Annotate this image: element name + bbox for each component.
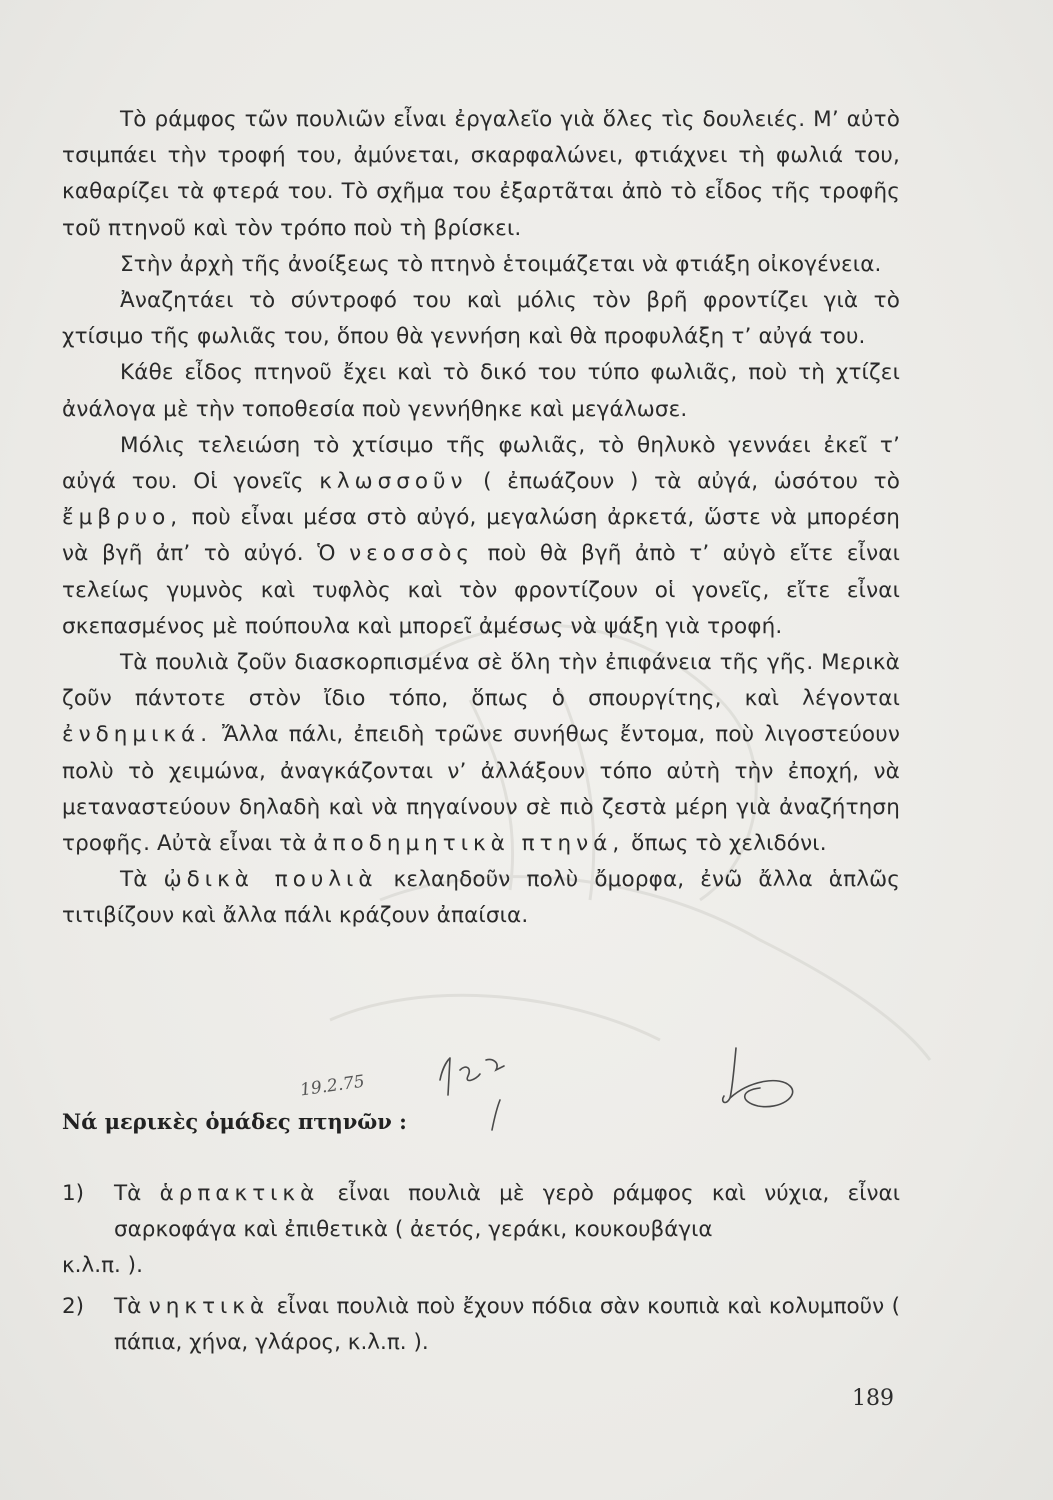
spaced-term-brood: κλωσσοῦν	[319, 469, 468, 495]
paragraph-nest-types: Κάθε εἶδος πτηνοῦ ἔχει καὶ τὸ δικό του τύπο φωλιᾶς, ποὺ τὴ χτίζει ἀνάλογα μὲ τὴν τοποθεσία ποὺ γεννήθηκε καὶ μεγάλωσε.	[62, 360, 900, 422]
body-text	[62, 102, 900, 935]
text-run: ὅπως τὸ χελιδόνι.	[631, 831, 827, 857]
text-run: Τὰ	[120, 867, 148, 893]
paragraph-eggs	[62, 428, 900, 645]
spaced-term-migratory: ἀποδημητικὰ πτηνά,	[313, 831, 625, 857]
list-item-raptors	[62, 1176, 900, 1285]
list-number: 2)	[62, 1293, 85, 1319]
list-number: 1)	[62, 1181, 85, 1206]
text-run: ποὺ εἶναι μέσα στὸ αὐγό, μεγαλώση ἀρκετά, ὥστε νὰ μπορέση νὰ βγῆ ἀπ’ τὸ αὐγό. Ὁ	[62, 505, 901, 567]
text-run: Ἄλλα πάλι, ἐπειδὴ τρῶνε συνήθως ἔντομα, ποὺ λιγοστεύουν πολὺ τὸ χειμώνα, ἀναγκάζονται ν’ ἀλλάξουν τόπο αὐτὴ τὴν ἐποχή, νὰ μεταναστεύουν δηλαδὴ καὶ νὰ πηγαίνουν σὲ πιὸ ζεστὰ μέρη γιὰ ἀναζήτηση τροφῆς. Αὐτὰ εἶναι τὰ	[62, 722, 900, 857]
spaced-term-swimmers: νηκτικὰ	[148, 1293, 270, 1319]
section-heading: Νά μερικὲς ὁμάδες πτηνῶν :	[62, 1109, 407, 1134]
text-run: Τὰ	[114, 1293, 142, 1319]
page-number: 189	[852, 1386, 894, 1411]
text-run: Μόλις τελειώση τὸ χτίσιμο τῆς φωλιᾶς, τὸ θηλυκὸ γεννάει ἐκεῖ τ’ αὐγά του. Οἱ γονεῖς	[62, 432, 900, 495]
text-run: ( ἐπωάζουν ) τὰ αὐγά, ὡσότου τὸ	[483, 469, 901, 495]
paragraph-spring: Στὴν ἀρχὴ τῆς ἀνοίξεως τὸ πτηνὸ ἑτοιμάζεται νὰ φτιάξη οἰκογένεια.	[120, 251, 882, 277]
spaced-term-endemic: ἐνδημικά.	[62, 722, 213, 748]
list-continuation: κ.λ.π. ).	[62, 1253, 143, 1279]
text-run: κελαηδοῦν πολὺ ὄμορφα, ἐνῶ ἄλλα ἁπλῶς τιτιβίζουν καὶ ἄλλα πάλι κράζουν ἀπαίσια.	[62, 867, 901, 929]
text-run: Τὰ πουλιὰ ζοῦν διασκορπισμένα σὲ ὅλη τὴν ἐπιφάνεια τῆς γῆς. Μερικὰ ζοῦν πάντοτε στὸν ἴδιο τόπο, ὅπως ὁ σπουργίτης, καὶ λέγονται	[62, 650, 900, 712]
bird-groups-list	[62, 1176, 900, 1365]
text-run: Τὰ	[114, 1181, 142, 1206]
handwritten-date: 19.2.75	[298, 1071, 366, 1101]
spaced-term-chick: νεοσσὸς	[349, 541, 474, 567]
paragraph-mate: Ἀναζητάει τὸ σύντροφό του καὶ μόλις τὸν βρῆ φροντίζει γιὰ τὸ χτίσιμο τῆς φωλιᾶς του, ὅπου θὰ γεννήση καὶ θὰ προφυλάξη τ’ αὐγά του.	[62, 288, 900, 350]
paragraph-songbirds	[62, 862, 900, 934]
spaced-term-songbirds: ᾠδικὰ πουλιὰ	[163, 867, 378, 893]
text-run: ποὺ θὰ βγῆ ἀπὸ τ’ αὐγὸ εἴτε εἶναι τελείως γυμνὸς καὶ τυφλὸς καὶ τὸν φροντίζουν οἱ γονεῖς, εἴτε εἶναι σκεπασμένος μὲ πούπουλα καὶ μπορεῖ ἀμέσως νὰ ψάξη γιὰ τροφή.	[62, 541, 901, 639]
text-run: εἶναι πουλιὰ ποὺ ἔχουν πόδια σὰν κουπιὰ καὶ κολυμποῦν ( πάπια, χήνα, γλάρος, κ.λ.π. ).	[114, 1293, 900, 1355]
list-item-swimmers	[62, 1289, 900, 1361]
paragraph-migration	[62, 645, 900, 862]
text-run: εἶναι πουλιὰ μὲ γερὸ ράμφος καὶ νύχια, εἶναι σαρκοφάγα καὶ ἐπιθετικὰ ( ἀετός, γεράκι, κουκουβάγια	[114, 1181, 901, 1243]
paragraph-beak: Τὸ ράμφος τῶν πουλιῶν εἶναι ἐργαλεῖο γιὰ ὅλες τὶς δουλειές. Μ’ αὐτὸ τσιμπάει τὴν τροφή του, ἀμύνεται, σκαρφαλώνει, φτιάχνει τὴ φωλιά του, καθαρίζει τὰ φτερά του. Τὸ σχῆμα του ἐξαρτᾶται ἀπὸ τὸ εἶδος τῆς τροφῆς τοῦ πτηνοῦ καὶ τὸν τρόπο ποὺ τὴ βρίσκει.	[62, 107, 900, 241]
spaced-term-raptors: ἁρπακτικὰ	[159, 1181, 320, 1206]
spaced-term-embryo: ἔμβρυο,	[62, 505, 183, 531]
